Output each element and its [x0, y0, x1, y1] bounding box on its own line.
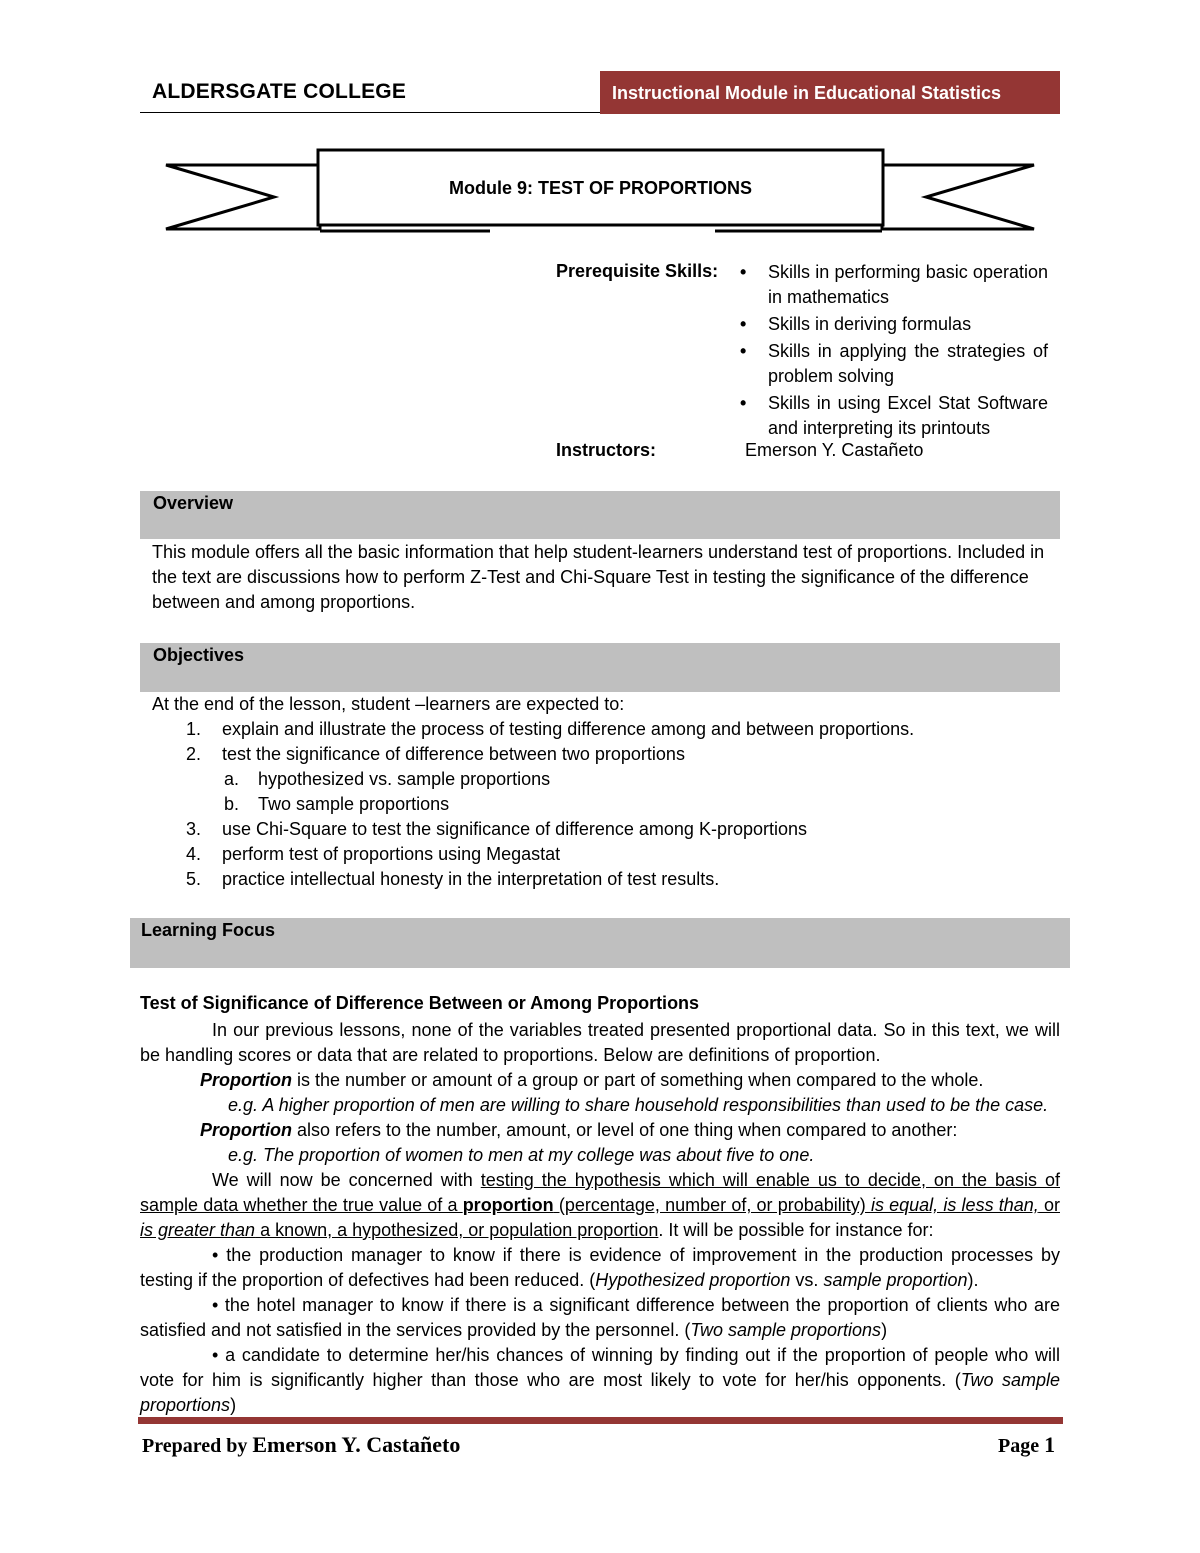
definition-1: Proportion is the number or amount of a group or part of something when compared to the whole. — [200, 1070, 984, 1090]
bullet-example-3: • a candidate to determine her/his chances of winning by finding out if the proportion of people who will vote for him is significantly higher than those who are most likely to vote for her/his opponents. (Two sample proportions) — [140, 1345, 1060, 1415]
bullet-icon: • — [740, 341, 747, 361]
instructors-label: Instructors: — [556, 440, 657, 460]
definition-2: Proportion also refers to the number, amount, or level of one thing when compared to another: — [200, 1120, 958, 1140]
learning-focus-heading: Learning Focus — [130, 918, 1070, 968]
paragraph-intro: In our previous lessons, none of the variables treated presented proportional data. So in this text, we will be handling scores or data that are related to proportions. Below are definitions of proportion. — [140, 1020, 1060, 1065]
list-item: • Skills in performing basic operation in mathematics — [740, 262, 1048, 307]
list-item: 5. practice intellectual honesty in the interpretation of test results. — [186, 869, 720, 889]
paragraph-hypothesis: We will now be concerned with testing the hypothesis which will enable us to decide, on the basis of sample data whether the true value of a proportion (percentage, number of, or probability) is equal, is less than, or is greater than a known, a hypothesized, or population proportion. It will be possible for instance for: — [140, 1170, 1060, 1240]
institution-name: ALDERSGATE COLLEGE — [152, 80, 407, 103]
footer-page: Page 1 — [998, 1432, 1056, 1457]
prerequisite-list — [738, 260, 1048, 443]
ribbon-right-tail — [882, 165, 1034, 229]
list-item: 4. perform test of proportions using Megastat — [186, 844, 561, 864]
module-series-banner: Instructional Module in Educational Statistics — [600, 71, 1060, 114]
list-item: • Skills in using Excel Stat Software and interpreting its printouts — [740, 393, 1048, 438]
bullet-example-1: • the production manager to know if there is evidence of improvement in the production processes by testing if the proportion of defectives had been reduced. (Hypothesized proportion vs. sample proportion). — [140, 1245, 1060, 1290]
list-item: • Skills in applying the strategies of problem solving — [740, 341, 1048, 386]
list-item: 2. test the significance of difference between two proportions — [186, 744, 685, 764]
learning-focus-body — [140, 1018, 1060, 1418]
example-2: e.g. The proportion of women to men at my college was about five to one. — [228, 1145, 815, 1165]
overview-heading: Overview — [140, 491, 1060, 539]
list-item: 1. explain and illustrate the process of testing difference among and between proportions. — [186, 719, 915, 739]
list-item: b. Two sample proportions — [224, 794, 450, 814]
ribbon-left-tail — [166, 165, 320, 229]
bullet-icon: • — [740, 314, 747, 334]
footer-rule — [138, 1417, 1063, 1424]
overview-text: This module offers all the basic information that help student-learners understand test of proportions. Included in the text are discussions how to perform Z-Test and Chi-Square Test in testing the significance of the difference between and among proportions. — [152, 542, 1045, 612]
section-title: Test of Significance of Difference Between or Among Proportions — [140, 993, 700, 1013]
objectives-intro: At the end of the lesson, student –learners are expected to: — [152, 694, 625, 714]
instructors-value: Emerson Y. Castañeto — [745, 440, 924, 460]
objectives-heading: Objectives — [140, 643, 1060, 692]
prerequisite-label: Prerequisite Skills: — [556, 261, 719, 281]
bullet-icon: • — [740, 393, 747, 413]
footer-author: Prepared by Emerson Y. Castañeto — [142, 1432, 461, 1457]
example-1: e.g. A higher proportion of men are willing to share household responsibilities than used to be the case. — [228, 1095, 1049, 1115]
bullet-icon: • — [740, 262, 747, 282]
list-item: 3. use Chi-Square to test the significance of difference among K-proportions — [186, 819, 807, 839]
header-rule — [140, 112, 600, 113]
objectives-list — [152, 717, 1052, 892]
bullet-example-2: • the hotel manager to know if there is a significant difference between the proportion of clients who are satisfied and not satisfied in the services provided by the personnel. (Two sample proportions) — [140, 1295, 1060, 1340]
list-item: • Skills in deriving formulas — [738, 312, 1048, 337]
module-title: Module 9: TEST OF PROPORTIONS — [448, 178, 752, 198]
list-item: a. hypothesized vs. sample proportions — [224, 769, 551, 789]
